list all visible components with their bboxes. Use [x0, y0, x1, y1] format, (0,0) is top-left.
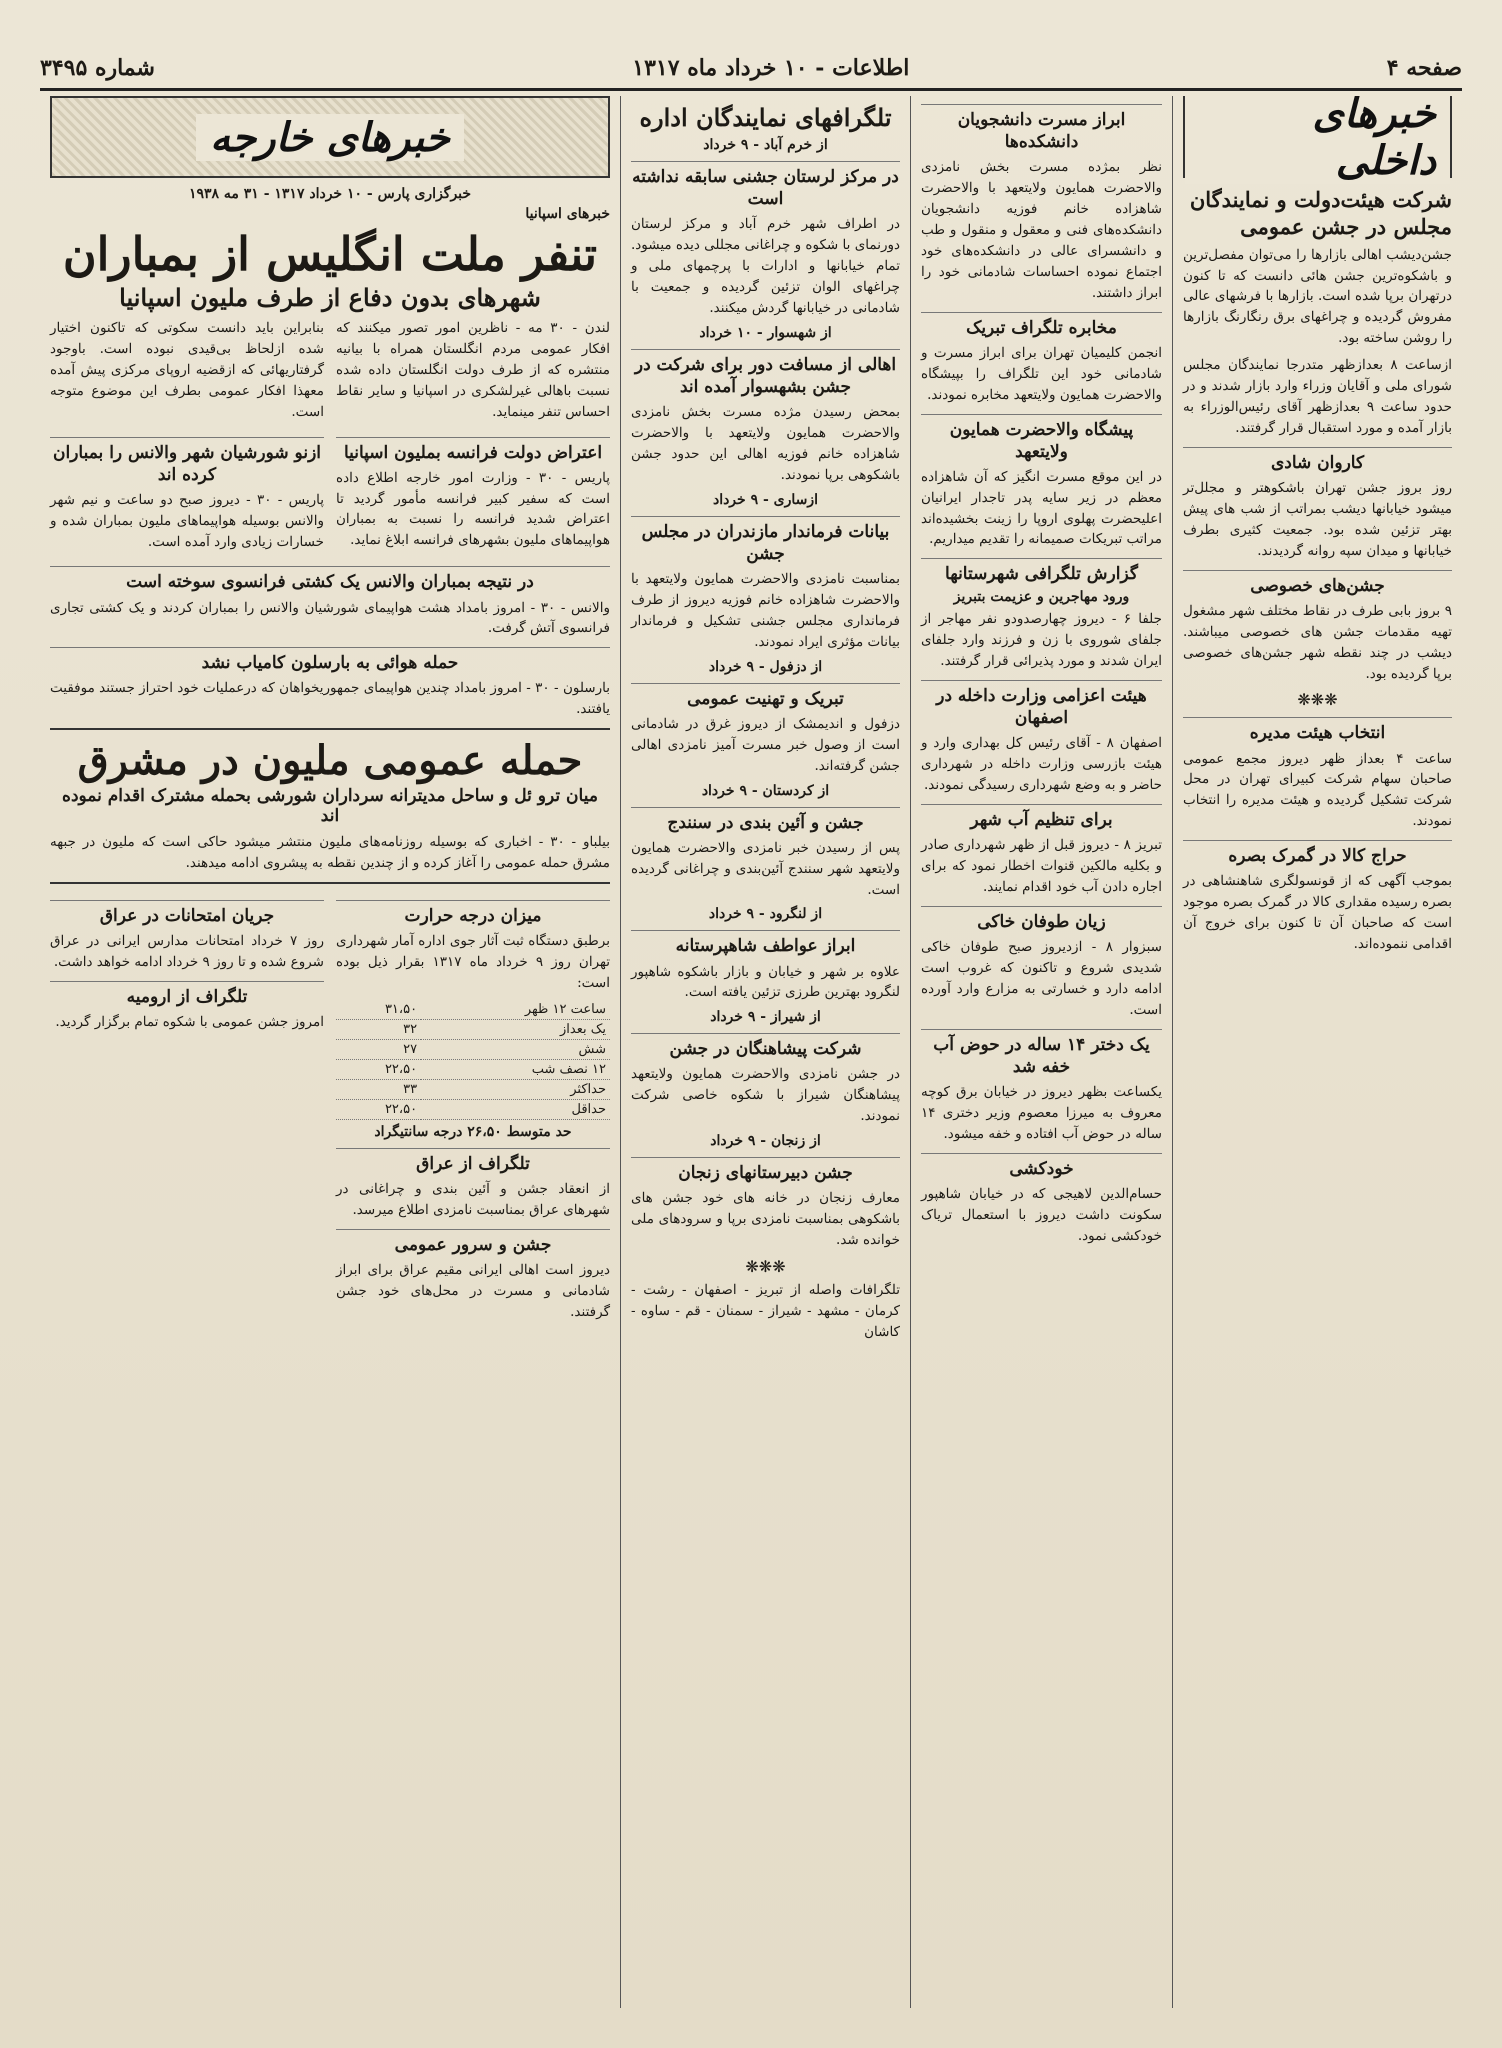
telegrams-s7-dateline: از شیراز - ۹ خرداد	[710, 1009, 821, 1026]
telegrams-s5-p1: پس از رسیدن خبر نامزدی والاحضرت همایون ولایتعهد شهر سنندج آئین‌بندی و چراغانی گردیده است.	[631, 839, 900, 898]
telegrams-dateline-3: ازساری - ۹ خرداد	[712, 491, 819, 508]
col2-s8-p1: یکساعت بظهر دیروز در خیابان برق کوچه معروف به میرزا معصوم وزیر دختری ۱۴ ساله در حوض آب افتاده و خفه میشود.	[921, 1084, 1162, 1142]
domestic-s4-p1: ساعت ۴ بعداز ظهر دیروز مجمع عمومی صاحبان سهام شرکت کبیرای تهران در محل شرکت تشکیل گردیده و هیئت مدیره را انتخاب نمودند.	[1183, 750, 1452, 830]
col2-s4-sub: ورود مهاجرین و عزیمت بتبریز	[953, 589, 1130, 606]
col2-s6-title: برای تنظیم آب شهر	[921, 804, 1162, 831]
foreign-lead-p2: بنابراین باید دانست سکوتی که تاکنون اختیار شده ازلحاظ بی‌قیدی نبوده است. باوجود گرفتاریهائی که ازقضیه اروپای مرکزی پیش آمده معهذا افکار عمومی بطرف این موضوع متوجه است.	[50, 319, 324, 420]
foreign-bottom-block	[50, 892, 610, 1329]
col2-s8-title: یک دختر ۱۴ ساله در حوض آب خفه شد	[921, 1029, 1162, 1078]
domestic-s2-title: کاروان شادی	[1183, 447, 1452, 474]
telegrams-s5-dateline: از کردستان - ۹ خرداد	[701, 782, 830, 799]
telegrams-s5-title: جشن و آئین بندی در سنندج	[631, 807, 900, 834]
page-number: صفحه ۴	[1386, 55, 1462, 81]
telegrams-header: تلگرافهای نمایندگان اداره	[639, 103, 892, 132]
column-telegrams	[620, 96, 910, 2008]
foreign-s10-title: تلگراف از ارومیه	[50, 981, 324, 1008]
foreign-s2-title: ازنو شورشیان شهر والانس را بمباران کرده اند	[50, 437, 324, 486]
foreign-banner: خبرهای خارجه	[50, 96, 610, 178]
domestic-s3-title: جشن‌های خصوصی	[1183, 570, 1452, 597]
telegrams-dateline-2: از شهسوار - ۱۰ خرداد	[699, 324, 832, 341]
domestic-s1-p1: جشن‌دیشب اهالی بازارها را می‌توان مفصل‌ترین و باشکوه‌ترین جشن هائی دانست که تا کنون درتهران برپا شده است. بازارها با فرشهای عالی مفروش گردیده و چراغهای برق رنگارنگ بازارها را روشن ساخته بود.	[1183, 246, 1452, 347]
foreign-s8-p1: دیروز است اهالی ایرانی مقیم عراق برای ابراز شادمانی و مسرت در محل‌های خود جشن گرفتند.	[336, 1262, 610, 1320]
temp-min-row: حداقل ۲۲،۵۰	[336, 1100, 610, 1120]
masthead	[40, 48, 1462, 91]
domestic-banner: خبرهای داخلی	[1183, 96, 1452, 178]
telegrams-s2-p1: بمحض رسیدن مژده مسرت بخش نامزدی والاحضرت همایون ولایتعهد با والاحضرت شاهزاده خانم فوزیه اهالی این حدود جشن باشکوهی برپا نمودند.	[631, 404, 900, 483]
col2-s9-p1: حسام‌الدین لاهیجی که در خیابان شاهپور سکونت داشت دیروز با استعمال تریاک خودکشی نمود.	[921, 1185, 1162, 1244]
col2-s3-title: پیشگاه والاحضرت همایون ولایتعهد	[921, 414, 1162, 463]
telegrams-s1-title: در مرکز لرستان جشنی سابقه نداشته است	[631, 161, 900, 210]
temperature-table	[336, 1000, 610, 1120]
telegrams-s4-title: تبریک و تهنیت عمومی	[631, 683, 900, 710]
foreign-s9-p1: روز ۷ خرداد امتحانات مدارس ایرانی در عراق شروع شده و تا روز ۹ خرداد ادامه خواهد داشت.	[50, 933, 324, 971]
telegrams-s8-title: جشن دبیرستانهای زنجان	[631, 1157, 900, 1184]
col2-s1-title: ابراز مسرت دانشجویان دانشکده‌ها	[921, 104, 1162, 153]
column-domestic	[1172, 96, 1462, 2008]
temp-row: ساعت ۱۲ ظهر ۳۱،۵۰	[336, 1000, 610, 1020]
telegrams-s3-p1: بمناسبت نامزدی والاحضرت همایون ولایتعهد با والاحضرت شاهزاده خانم فوزیه دیروز از طرف فرمانداری مجلس جشنی تشکیل و فرماندار بیانات مؤثری ایراد نمودند.	[631, 571, 900, 650]
col2-s4-p1: جلفا ۶ - دیروز چهارصدودو نفر مهاجر از جلفای شوروی با زن و فرزند وارد جلفای ایران شدند و مورد پذیرائی قرار گرفتند.	[921, 611, 1162, 670]
foreign-lead-block	[50, 318, 610, 429]
telegrams-footer: تلگرافات واصله از تبریز - اصفهان - رشت - کرمان - مشهد - شیراز - سمنان - قم - ساوه - کاشان	[631, 1282, 900, 1340]
telegrams-dateline-1: از خرم آباد - ۹ خرداد	[703, 137, 828, 154]
col2-s3-p1: در این موقع مسرت انگیز که آن شاهزاده معظم در زیر سایه پدر تاجدار ایرانیان اعلیحضرت پهلوی اروپا را زینت بخشیده‌اند مراتب تبریکات صمیمانه را تقدیم میداریم.	[921, 468, 1162, 548]
foreign-s8-title: جشن و سرور عمومی	[336, 1229, 610, 1256]
foreign-subhead: شهرهای بدون دفاع از طرف ملیون اسپانیا	[119, 282, 541, 312]
domestic-s1-p2: ازساعت ۸ بعدازظهر متدرجا نمایندگان مجلس شورای ملی و آقایان وزراء وارد بازار شدند و در حدود ساعت ۹ بعدازظهر آقای رئیس‌الوزراء به بازار آمده و مورد استقبال قرار گرفتند.	[1183, 357, 1452, 436]
domestic-s2-p1: روز بروز جشن تهران باشکوهتر و مجلل‌تر میشود خیابانها دیشب بمراتب از شب های پیش بهتر تزئین شده بود. جمعیت کثیری بطرف خیابانها و میدان سپه روانه گردیدند.	[1183, 479, 1452, 559]
telegrams-s8-dateline: از زنجان - ۹ خرداد	[710, 1133, 821, 1150]
col2-s6-p1: تبریز ۸ - دیروز قبل از ظهر شهرداری صادر و بکلیه مالکین قنوات اخطار نمود که برای اجاره دادن آب خود اقدام نمایند.	[921, 837, 1163, 896]
separator-stars: ❋❋❋	[745, 1257, 786, 1277]
telegrams-s1-p1: در اطراف شهر خرم آباد و مرکز لرستان دورنمای با شکوه و چراغانی مجللی دیده میشود. تمام خیابانها و ادارات با پرچمهای ملی و چراغهای الوان تزئین گردیده و جمعیت با شادمانی در خیابانها گردش میکنند.	[631, 216, 900, 317]
telegrams-s7-title: شرکت پیشاهنگان در جشن	[631, 1033, 900, 1060]
foreign-headline: تنفر ملت انگلیس از بمباران	[62, 227, 598, 281]
foreign-s4-p1: بارسلون - ۳۰ - امروز بامداد چندین هواپیمای جمهوریخواهان که درعملیات خود احتراز جستند موفقیت یافتند.	[50, 680, 611, 718]
col2-s1-p1: نظر بمژده مسرت بخش نامزدی والاحضرت همایون ولایتعهد با والاحضرت شاهزاده خانم فوزیه دانشجویان دانشکده‌های فنی و معقول و منقول و طب و دانشسرای عالی در دانشکده‌های خود اجتماع نموده احساسات شادمانی خود را ابراز داشتند.	[921, 159, 1162, 301]
temp-row: ۱۲ نصف شب ۲۲،۵۰	[336, 1060, 610, 1080]
telegrams-s3-title: بیانات فرماندار مازندران در مجلس جشن	[631, 516, 900, 565]
divider	[50, 728, 610, 730]
telegrams-s6-title: ابراز عواطف شاهپرستانه	[631, 930, 900, 957]
temperature-average: حد متوسط ۲۶،۵۰ درجه سانتیگراد	[374, 1124, 572, 1141]
temperature-intro: برطبق دستگاه ثبت آثار جوی اداره آمار شهرداری تهران روز ۹ خرداد ماه ۱۳۱۷ بقرار ذیل بوده است:	[336, 933, 610, 992]
issue-number: شماره ۳۴۹۵	[40, 55, 155, 81]
divider	[50, 882, 610, 884]
col2-s4-title: گزارش تلگرافی شهرستانها	[921, 558, 1162, 585]
foreign-s7-p1: از انعقاد جشن و آئین بندی و چراغانی در شهرهای عراق بمناسبت نامزدی اطلاع میرسد.	[336, 1181, 610, 1219]
telegrams-s6-dateline: از لنگرود - ۹ خرداد	[708, 906, 823, 923]
column-domestic-2	[910, 96, 1172, 2008]
foreign-block-2	[50, 429, 610, 559]
domestic-s5-p1: بموجب آگهی که از قونسولگری شاهنشاهی در بصره رسیده مقداری کالا در گمرک بصره موجود است که صاحبان آن تا کنون برای خروج آن اقدامی ننموده‌اند.	[1183, 873, 1452, 953]
foreign-s1-title: اعتراض دولت فرانسه بملیون اسپانیا	[336, 437, 610, 464]
domestic-s4-title: انتخاب هیئت مدیره	[1183, 717, 1452, 744]
telegrams-s6-p1: علاوه بر شهر و خیابان و بازار باشکوه شاهپور لنگرود بهترین طرزی تزئین یافته است.	[631, 963, 900, 1001]
temp-row: شش ۲۷	[336, 1040, 610, 1060]
newspaper-title: اطلاعات - ۱۰ خرداد ماه ۱۳۱۷	[632, 55, 910, 81]
temp-max-row: حداکثر ۳۳	[336, 1080, 610, 1100]
telegrams-s7-p1: در جشن نامزدی والاحضرت همایون ولایتعهد پیشاهنگان شیراز با شکوه خاصی شرکت نمودند.	[631, 1066, 900, 1125]
foreign-kicker: خبرهای اسپانیا	[525, 206, 610, 222]
domestic-s5-title: حراج کالا در گمرک بصره	[1183, 840, 1452, 867]
foreign-lead-p1: لندن - ۳۰ مه - ناظرین امور تصور میکنند که افکار عمومی مردم انگلستان همراه با بیانیه منتشره که از طرف دولت انگلستان داده شده نسبت باهالی غیرلشکری در اسپانیا و سایر نقاط احساس تنفر مینماید.	[336, 319, 610, 420]
col2-s7-p1: سبزوار ۸ - ازدیروز صبح طوفان خاکی شدیدی شروع و تاکنون که غروب است ادامه دارد و خسارتی به مزارع وارد آورده است.	[921, 939, 1162, 1018]
foreign-headline-2: حمله عمومی ملیون در مشرق	[77, 737, 583, 785]
telegrams-s4-p1: دزفول و اندیمشک از دیروز غرق در شادمانی است از وصول خبر مسرت آمیز نامزدی اهالی جشن گرفته‌اند.	[631, 715, 900, 774]
col2-s5-title: هیئت اعزامی وزارت داخله در اصفهان	[921, 680, 1162, 729]
col2-s7-title: زیان طوفان خاکی	[921, 906, 1162, 933]
foreign-s3-p1: والانس - ۳۰ - امروز بامداد هشت هواپیمای شورشیان والانس را بمباران کردند و یک کشتی تجاری فرانسوی آتش گرفت.	[50, 599, 610, 637]
foreign-s5-p1: بیلباو - ۳۰ - اخباری که بوسیله روزنامه‌های ملیون منتشر میشود حاکی است که ملیون در جبهه مشرق حمله عمومی را آغاز کرده و از چندین نقطه به پیشروی ادامه میدهند.	[50, 834, 610, 872]
foreign-s9-title: جریان امتحانات در عراق	[50, 900, 324, 927]
foreign-subhead-2: میان ترو ئل و ساحل مدیترانه سرداران شورشی بحمله مشترک اقدام نموده اند	[62, 786, 598, 827]
foreign-agency-line: خبرگزاری پارس - ۱۰ خرداد ۱۳۱۷ - ۳۱ مه ۱۹۳۸	[188, 186, 472, 202]
separator-stars: ❋❋❋	[1297, 690, 1338, 710]
foreign-s1-p1: پاریس - ۳۰ - وزارت امور خارجه اطلاع داده است که سفیر کبیر فرانسه مأمور گردید تا اعتراض شدید فرانسه را نسبت به بمباران هواپیماهای ملیون بشهرهای فرانسه ابلاغ نماید.	[336, 469, 610, 549]
col2-s2-p1: انجمن کلیمیان تهران برای ابراز مسرت و شادمانی خود این تلگراف را بپیشگاه والاحضرت همایون ولایتعهد مخابره نمودند.	[921, 344, 1162, 403]
column-foreign	[40, 96, 620, 2008]
temp-row: یک بعداز ۳۲	[336, 1020, 610, 1040]
telegrams-s8-p1: معارف زنجان در خانه های خود جشن های باشکوهی بمناسبت نامزدی برپا و سرودهای ملی خوانده شد.	[631, 1190, 900, 1249]
telegrams-s2-title: اهالی از مسافت دور برای شرکت در جشن بشهسوار آمده اند	[631, 349, 900, 398]
col2-s9-title: خودکشی	[921, 1153, 1162, 1180]
domestic-s1-title: شرکت هیئت‌دولت و نمایندگان مجلس در جشن عمومی	[1189, 187, 1452, 240]
foreign-s10-p1: امروز جشن عمومی با شکوه تمام برگزار گردید.	[55, 1014, 324, 1031]
foreign-s4-title: حمله هوائی به بارسلون کامیاب نشد	[50, 647, 610, 674]
col2-s5-p1: اصفهان ۸ - آقای رئیس کل بهداری وارد و هیئت بازرسی وزارت داخله در شهرداری حاضر و به وضع شهرداری رسیدگی نمودند.	[921, 735, 1163, 794]
foreign-s7-title: تلگراف از عراق	[336, 1148, 610, 1175]
foreign-s6-title: میزان درجه حرارت	[336, 900, 610, 927]
foreign-s3-title: در نتیجه بمباران والانس یک کشتی فرانسوی سوخته است	[50, 566, 610, 593]
telegrams-s4-dateline: از دزفول - ۹ خرداد	[708, 658, 823, 675]
col2-s2-title: مخابره تلگراف تبریک	[921, 312, 1162, 339]
foreign-s2-p1: پاریس - ۳۰ - دیروز صبح دو ساعت و نیم شهر والانس بوسیله هواپیماهای ملیون بمباران شده و خسارات زیادی وارد آمده است.	[50, 491, 324, 550]
domestic-s3-p1: ۹ بروز بابی طرف در نقاط مختلف شهر مشغول تهیه مقدمات جشن های خصوصی میباشند. دیشب در چند نقطه شهر جشن‌های خصوصی برپا گردیده بود.	[1183, 602, 1452, 682]
